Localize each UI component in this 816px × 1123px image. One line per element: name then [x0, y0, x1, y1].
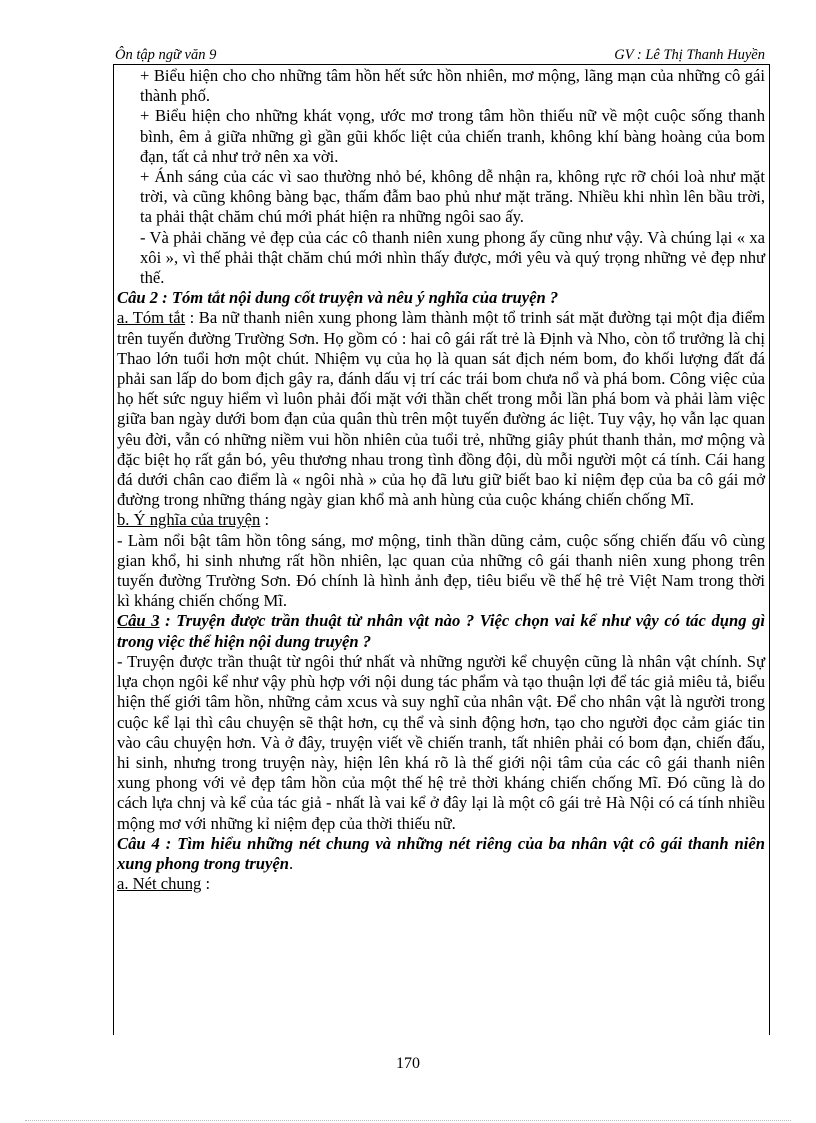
intro-paragraph: + Biểu hiện cho cho những tâm hồn hết sức hồn nhiên, mơ mộng, lãng mạn của những cô gái thành phố. [140, 66, 765, 106]
intro-paragraph: + Ánh sáng của các vì sao thường nhỏ bé, không dễ nhận ra, không rực rỡ chói loà như mặt trời, và cũng không bàng bạc, thấm đẫm bao phủ như mặt trăng. Nhiều khi nhìn lên bầu trời, ta phải thật chăm chú mới phát hiện ra những ngôi sao ấy. [140, 167, 765, 227]
intro-paragraph: + Biểu hiện cho những khát vọng, ước mơ trong tâm hồn thiếu nữ về một cuộc sống thanh bình, êm ả giữa những gì gần gũi khốc liệt của chiến tranh, không khí bàng hoàng của bom đạn, tất cả như trở nên xa vời. [140, 106, 765, 166]
question-2-summary [117, 308, 765, 510]
page-body [117, 66, 765, 894]
header-teacher: GV : Lê Thị Thanh Huyền [614, 47, 765, 63]
page-number: 170 [396, 1055, 420, 1072]
question-4-period: . [289, 853, 294, 873]
common-label: a. Nét chung [117, 874, 202, 894]
question-3-title [117, 611, 765, 651]
question-3-question: : Truyện được trần thuật từ nhân vật nào ? Việc chọn vai kể như vậy có tác dụng gì trong việc thể hiện nội dung truyện ? [117, 611, 766, 651]
question-2-meaning-heading [117, 510, 765, 530]
question-4-question: Câu 4 : Tìm hiểu những nét chung và những nét riêng của ba nhân vật cô gái thanh niên xung phong trong truyện [117, 833, 765, 873]
question-2-title: Câu 2 : Tóm tắt nội dung cốt truyện và nêu ý nghĩa của truyện ? [117, 288, 559, 308]
meaning-label: b. Ý nghĩa của truyện [117, 510, 261, 530]
question-4-title [117, 834, 765, 874]
summary-text: : Ba nữ thanh niên xung phong làm thành một tổ trinh sát mặt đường tại một địa điểm trên tuyến đường Trường Sơn. Họ gồm có : hai cô gái rất trẻ là Định và Nho, còn tổ trưởng là chị Thao lớn tuổi hơn một chút. Nhiệm vụ của họ là quan sát địch ném bom, đo khối lượng đất đá phải san lấp do bom địch gây ra, đánh dấu vị trí các trái bom chưa nổ và phá bom. Công việc của họ hết sức nguy hiểm vì luôn phải đối mặt với thần chết trong mỗi lần phá bom và phải làm việc giữa ban ngày dưới bom đạn của quân thù trên một tuyến đường ác liệt. Tuy vậy, họ vẫn lạc quan yêu đời, vẫn có những niềm vui hồn nhiên của tuổi trẻ, những giây phút thanh thản, mơ mộng và đặc biệt họ rất gắn bó, yêu thương nhau trong tình đồng đội, dù mỗi người một cá tính. Cái hang đá dưới chân cao điểm là « ngôi nhà » của họ đã lưu giữ biết bao kỉ niệm đẹp của ba cô gái mở đường trong những tháng ngày gian khổ mà anh hùng của cuộc kháng chiến chống Mĩ. [117, 308, 765, 510]
common-suffix: : [201, 874, 211, 894]
summary-label: a. Tóm tắt [117, 308, 186, 328]
intro-paragraph: - Và phải chăng vẻ đẹp của các cô thanh niên xung phong ấy cũng như vậy. Và chúng lại « xa xôi », vì thế phải thật chăm chú mới nhìn thấy được, mới yêu và quý trọng những vẻ đẹp như thế. [140, 227, 765, 288]
question-3-answer: - Truyện được trần thuật từ ngôi thứ nhất và những người kể chuyện cũng là nhân vật chính. Sự lựa chọn ngôi kể như vậy phù hợp với nội dung tác phẩm và tạo thuận lợi để tác giả miêu tả, biểu hiện thế giới tâm hồn, những cảm xcus và suy nghĩ của nhân vật. Để cho nhân vật là người trong cuộc kể lại thì câu chuyện sẽ thật hơn, cụ thể và sinh động hơn, tạo cho người đọc cảm giác tin vào câu chuyện hơn. Và ở đây, truyện viết về chiến tranh, tất nhiên phải có bom đạn, chiến đấu, hi sinh, nhưng trong truyện này, hiện lên khá rõ là thế giới nội tâm của các cô gái thanh niên xung phong với vẻ đẹp tâm hồn của một thế hệ trẻ thời kháng chiến chống Mĩ. Đó cũng là do cách lựa chnj và kể của tác giả - nhất là vai kể ở đây lại là một cô gái trẻ Hà Nội có cá tính nhiều mộng mơ với những kỉ niệm đẹp của thời thiếu nữ. [117, 651, 765, 833]
bottom-divider [25, 1120, 791, 1121]
question-3-label: Câu 3 [117, 611, 160, 631]
question-2-meaning-text: - Làm nổi bật tâm hồn tông sáng, mơ mộng, tinh thần dũng cảm, cuộc sống chiến đấu vô cùng gian khổ, hi sinh nhưng rất hồn nhiên, lạc quan của những cô gái thanh niên xung phong trên tuyến đường Trường Sơn. Đó chính là hình ảnh đẹp, tiêu biểu về thế hệ trẻ Việt Nam trong thời kì kháng chiến chống Mĩ. [117, 530, 765, 611]
meaning-suffix: : [260, 510, 270, 530]
header-subject: Ôn tập ngữ văn 9 [115, 47, 217, 63]
question-4-common-heading [117, 874, 765, 894]
